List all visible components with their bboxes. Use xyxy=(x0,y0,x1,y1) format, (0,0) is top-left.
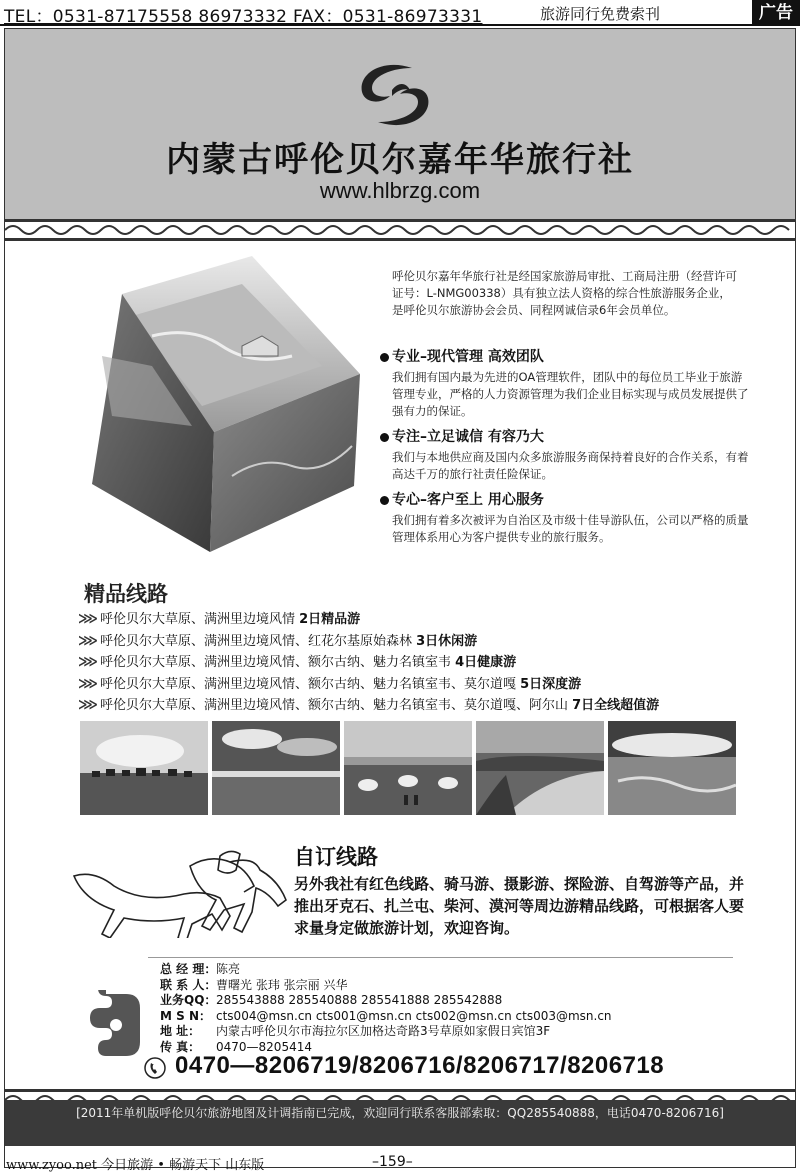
contact-row xyxy=(160,993,760,1009)
contact-value: 陈亮 xyxy=(216,962,241,976)
route-tag: 7日全线超值游 xyxy=(572,698,660,713)
decorative-border-top xyxy=(5,219,795,241)
bullet-icon xyxy=(380,353,389,362)
feature-body: 我们拥有国内最为先进的OA管理软件，团队中的每位员工毕业于旅游管理专业，严格的人力资源管理为我们企业目标实现与成员发展提供了强有力的保证。 xyxy=(392,370,749,418)
feature-focus xyxy=(380,426,750,483)
route-list xyxy=(78,609,778,717)
cloud-scroll-ornament xyxy=(86,990,156,1060)
photo-river xyxy=(476,721,604,815)
photo-grassland-sky xyxy=(212,721,340,815)
list-item xyxy=(78,695,778,717)
bullet-icon xyxy=(380,433,389,442)
feature-professional xyxy=(380,346,750,420)
horse-rider-illustration xyxy=(70,848,292,938)
footer-site: www.zyoo.net 今日旅游 • 畅游天下 山东版 xyxy=(6,1158,265,1172)
contact-label: M S N： xyxy=(160,1008,211,1023)
contact-row xyxy=(160,962,760,978)
notice-bar xyxy=(5,1100,795,1146)
feature-title: 专心–客户至上 用心服务 xyxy=(392,492,544,508)
notice-text: [2011年单机版呼伦贝尔旅游地图及计调指南已完成，欢迎同行联系客服部索取：QQ285540888，电话0470-8206716] xyxy=(76,1106,724,1120)
contact-label: 总 经 理： xyxy=(160,962,217,976)
contact-value: 0470—8205414 xyxy=(216,1039,312,1054)
divider xyxy=(148,957,733,958)
photo-wetland xyxy=(608,721,736,815)
route-text: 呼伦贝尔大草原、满洲里边境风情 xyxy=(100,612,300,627)
list-item xyxy=(78,609,778,631)
top-bar xyxy=(0,0,800,26)
route-bullet-icon: ⋙ xyxy=(78,654,98,670)
photo-strip xyxy=(80,721,736,815)
feature-body: 我们与本地供应商及国内众多旅游服务商保持着良好的合作关系，有着高达千万的旅行社责任险保证。 xyxy=(392,450,749,481)
contact-label: 传 真： xyxy=(160,1039,201,1054)
route-bullet-icon: ⋙ xyxy=(78,611,98,627)
grassland-photo-cube xyxy=(92,256,362,552)
route-bullet-icon: ⋙ xyxy=(78,697,98,713)
phone-numbers[interactable]: 0470—8206719/8206716/8206717/8206718 xyxy=(175,1052,665,1079)
contact-value: 内蒙古呼伦贝尔市海拉尔区加格达奇路3号草原如家假日宾馆3F xyxy=(216,1024,551,1038)
route-bullet-icon: ⋙ xyxy=(78,632,98,649)
custom-routes-body: 另外我社有红色线路、骑马游、摄影游、探险游、自驾游等产品，并推出牙克石、扎兰屯、柴河、漠河等周边游精品线路，可根据客人要求量身定做旅游计划，欢迎咨询。 xyxy=(294,875,745,937)
routes-title: 精品线路 xyxy=(84,582,168,606)
route-text: 呼伦贝尔大草原、满洲里边境风情、额尔古纳、魅力名镇室韦、莫尔道嘎 xyxy=(100,676,521,692)
company-website[interactable]: www.hlbrzg.com xyxy=(319,178,481,203)
phone-icon xyxy=(144,1057,166,1079)
list-item xyxy=(78,631,778,653)
photo-yurts xyxy=(344,721,472,815)
route-tag: 5日深度游 xyxy=(520,676,582,692)
feature-title: 专业–现代管理 高效团队 xyxy=(392,349,544,365)
route-text: 呼伦贝尔大草原、满洲里边境风情、红花尔基原始森林 xyxy=(100,633,417,649)
custom-routes-title: 自订线路 xyxy=(294,845,378,869)
contact-label: 联 系 人： xyxy=(160,977,217,992)
magazine-subtitle: 旅游同行免费索刊 xyxy=(540,5,661,23)
contact-value: 曹曙光 张玮 张宗丽 兴华 xyxy=(216,977,348,992)
feature-body: 我们拥有着多次被评为自治区及市级十佳导游队伍，公司以严格的质量管理体系用心为客户提供专业的旅行服务。 xyxy=(392,513,749,544)
feature-title: 专注–立足诚信 有容乃大 xyxy=(392,429,544,445)
contact-label: 业务QQ： xyxy=(160,993,217,1007)
ad-tag: 广告 xyxy=(752,0,800,26)
photo-horses xyxy=(80,721,208,815)
route-tag: 4日健康游 xyxy=(455,655,517,670)
route-text: 呼伦贝尔大草原、满洲里边境风情、额尔古纳、魅力名镇室韦、莫尔道嘎、阿尔山 xyxy=(100,698,573,713)
company-name: 内蒙古呼伦贝尔嘉年华旅行社 xyxy=(166,140,634,180)
route-tag: 2日精品游 xyxy=(299,612,361,627)
contact-value: 285543888 285540888 285541888 285542888 xyxy=(216,993,503,1007)
contact-list xyxy=(160,962,760,1055)
list-item xyxy=(78,652,778,674)
route-text: 呼伦贝尔大草原、满洲里边境风情、额尔古纳、魅力名镇室韦 xyxy=(100,655,456,670)
route-tag: 3日休闲游 xyxy=(416,633,478,649)
bullet-icon xyxy=(380,496,389,505)
contact-line: TEL：0531-87175558 86973332 FAX：0531-86973331 xyxy=(4,7,483,27)
contact-row xyxy=(160,1009,760,1025)
company-logo xyxy=(352,60,438,130)
company-intro: 呼伦贝尔嘉年华旅行社是经国家旅游局审批、工商局注册（经营许可证号：L-NMG00338）具有独立法人资格的综合性旅游服务企业，是呼伦贝尔旅游协会会员、同程网诚信录6年会员单位。 xyxy=(392,269,737,317)
list-item xyxy=(78,674,778,696)
page-footer xyxy=(0,1152,800,1172)
contact-row xyxy=(160,978,760,994)
contact-label: 地 址： xyxy=(160,1024,201,1038)
page-number: –159– xyxy=(372,1154,413,1170)
contact-value[interactable]: cts004@msn.cn cts001@msn.cn cts002@msn.cn cts003@msn.cn xyxy=(216,1008,612,1023)
route-bullet-icon: ⋙ xyxy=(78,675,98,692)
feature-dedication xyxy=(380,489,750,546)
contact-row xyxy=(160,1024,760,1040)
